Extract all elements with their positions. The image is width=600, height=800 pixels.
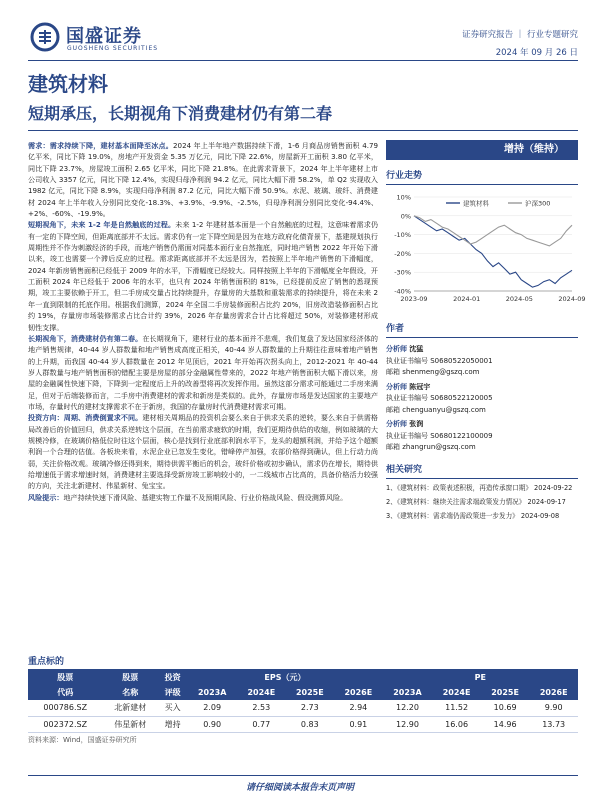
paragraph-text: 在长期视角下，建材行业的基本面并不悲观，我们复盘了发达国家经济体的地产销售规律，40-44 岁人群数量和地产销售成高度正相关，40-44 岁人群数量的上升期往往意味着地产销售的上升期，而我国 40-44 岁人群数量在 2012 年见顶后，2021 年开始再次拐头向上，2012-2021 年 40-44 岁人群数量与地产销售面积的错配主要是房屋的部分金融属性带来的，2022 年地产销售面积大幅下滑以来，房屋的金融属性快速下降，下降到一定程度后上升的改善型将再次发挥作用。虽然这部分需求可能通过二手房来满足，但对于后端装修而言，二手房中消费建材的需求和新房是类似的。此外，存量房市场是发达国家的主要地产市场，存量时代的建材支撑需求不在于新房，我国的存量房时代消费建材需求可期。 [28, 333, 379, 411]
y-tick-label: -40% [394, 287, 411, 296]
logo-text: 国盛证券 [66, 26, 142, 47]
col-header: 评级 [158, 685, 187, 700]
year-header: 2026E [334, 685, 383, 700]
trend-chart [386, 189, 586, 309]
stock-name: 北新建材 [102, 700, 157, 716]
table-row [28, 700, 578, 716]
title-divider [28, 130, 578, 131]
key-stocks-table [28, 670, 578, 733]
header-divider [28, 60, 578, 61]
analysts-title: 作者 [386, 321, 578, 338]
report-date: 2024 年 09 月 26 日 [495, 48, 578, 58]
cert-label: 执业证书编号 [386, 431, 428, 440]
stock-name: 伟星新材 [102, 716, 157, 732]
body-paragraph [28, 492, 378, 503]
logo-subtext: GUOSHENG SECURITIES [67, 45, 159, 52]
legend-label: 沪深300 [525, 199, 551, 208]
stock-rating: 增持 [158, 716, 187, 732]
paragraph-text: 建材相关周期品的投资机会要么来自于供求关系的逆转，要么来自于供需格局改善后的价值回归，供求关系逆转这个层面，在当前需求疲软的时期，我们更期待供给的收缩，例如玻璃的大规模冷修，在玻璃价格低位时往这个层面，核心是找到行业底部利润水平下，龙头的超额利润，并给予这个超额利润一个合理的估值。各板块来看，水泥企业已忽发生变化，错峰停产加强，农部价格得到确认，但上行动力尚弱，关注价格改观。玻璃冷修还得到来，期待供需平衡后的机会，玻纤价格或初步确认，需求仍在增长，期待供给增速低于需求增速时刻，消费建材主要选择受新房竣工影响较小的，一二线城市占比高的，具备价格活力较强的方向，关注北新建材、伟星新材、兔宝宝。 [28, 413, 379, 491]
related-title: 相关研究 [386, 462, 578, 479]
footer-disclaimer: 请仔细阅读本报告末页声明 [245, 783, 354, 793]
table-cell: 10.69 [481, 700, 530, 716]
report-type: 证券研究报告 ｜ 行业专题研究 [462, 30, 578, 40]
body-paragraph [28, 219, 378, 332]
analyst-name: 陈冠宇 [409, 382, 431, 391]
body-paragraph [28, 333, 378, 412]
analyst-block [386, 344, 578, 454]
table-row [28, 716, 578, 732]
paragraph-lead: 投资方向：周期、消费倒置求不同。 [28, 413, 143, 423]
paragraph-text: 2024 年上半年地产数据持续下滑，1-6 月商品房销售面积 4.79 亿平米，同比下降 19.0%，房地产开发资金 5.35 万亿元，同比下降 22.6%，房屋新开工面积 3.80 亿平米，同比下降 23.7%，房屋竣工面积 2.65 亿平米，同比下降 21.8%。在此需求背景下，2024 年上半年建材上市公司收入 3357 亿元，同比下降 12.4%，实现归母净利润 94.2 亿元，同比大幅下滑 58.2%，单 Q2 实现收入 1982 亿元，同比下降 8.9%，实现归母净利润 87.2 亿元，同比大幅下滑 50.9%。水泥、玻璃、玻纤、消费建材 2024 年上半年收入分别同比变化-18.3%、+3.9%、-9.9%、-2.5%，归母净利润分别同比变化-94.4%、+2%、-60%、-19.9%。 [28, 141, 379, 219]
stock-rating: 买入 [158, 700, 187, 716]
body-paragraph [28, 140, 378, 219]
paragraph-lead: 短期视角下，未来 1-2 年是自然触底的过程。 [28, 220, 176, 230]
cert-number: S0680522120005 [430, 394, 493, 402]
year-header: 2026E [529, 685, 578, 700]
industry-name: 建筑材料 [28, 72, 108, 96]
col-header: 名称 [102, 685, 157, 700]
related-item[interactable]: 3、《建筑材料：需求端仍需政策进一步发力》 2024-09-08 [386, 511, 560, 520]
analyst-role: 分析师 [386, 345, 407, 353]
col-header: 投资 [158, 670, 187, 685]
x-tick-label: 2024-01 [453, 295, 481, 303]
table-cell: 0.77 [237, 716, 286, 732]
x-tick-label: 2024-09 [558, 295, 586, 303]
paragraph-lead: 风险提示： [28, 492, 64, 502]
rating-badge: 增持（维持） [386, 140, 578, 160]
analyst-email[interactable]: zhangrun@gszq.com [402, 443, 476, 451]
table-cell: 2.53 [237, 700, 286, 716]
y-tick-label: -30% [394, 268, 411, 277]
col-header-pe: PE [383, 670, 578, 685]
cert-label: 执业证书编号 [386, 356, 428, 365]
x-tick-label: 2024-05 [505, 295, 533, 303]
trend-title: 行业走势 [386, 168, 578, 185]
year-header: 2024E [237, 685, 286, 700]
page-header [28, 14, 578, 58]
email-label: 邮箱 [386, 368, 400, 376]
table-source: 资料来源：Wind，国盛证券研究所 [28, 736, 137, 744]
table-cell: 13.73 [529, 716, 578, 732]
report-body [28, 140, 378, 503]
col-header: 股票 [28, 670, 102, 685]
sidebar [386, 140, 586, 525]
table-cell: 0.83 [286, 716, 335, 732]
year-header: 2025E [286, 685, 335, 700]
table-cell: 9.90 [529, 700, 578, 716]
analyst-role: 分析师 [386, 420, 407, 428]
year-header: 2023A [383, 685, 433, 700]
email-label: 邮箱 [386, 405, 400, 414]
year-header: 2023A [187, 685, 237, 700]
body-paragraph [28, 412, 378, 491]
analyst-role: 分析师 [386, 382, 407, 391]
y-tick-label: -10% [394, 231, 411, 240]
related-list [386, 483, 578, 522]
legend-label: 建筑材料 [463, 199, 489, 208]
paragraph-lead: 长期视角下，消费建材仍有第二春。 [28, 333, 143, 343]
year-header: 2025E [481, 685, 530, 700]
table-cell: 16.06 [432, 716, 481, 732]
cert-label: 执业证书编号 [386, 394, 428, 402]
table-title: 重点标的 [28, 654, 578, 670]
analyst-name: 张润 [409, 420, 424, 428]
table-cell: 11.52 [432, 700, 481, 716]
cert-number: S0680522050001 [430, 356, 493, 365]
email-label: 邮箱 [386, 443, 400, 451]
report-title: 短期承压，长期视角下消费建材仍有第二春 [28, 104, 333, 123]
table-cell: 14.96 [481, 716, 530, 732]
col-header-eps: EPS（元） [187, 670, 382, 685]
table-cell: 12.90 [383, 716, 433, 732]
analyst-name: 沈猛 [409, 345, 424, 353]
x-tick-label: 2023-09 [400, 295, 428, 303]
paragraph-text: 未来 1-2 年建材基本面是一个自然触底的过程，这意味着需求仍有一定的下降空间，但距离底部并不太远。需求仍有一定下降空间是因为在地方政府化债背景下，基建规划执行周期性并不作为刺激经济的手段，而地产销售仍需面对同基本面行业自然拖底，同时地产销售 2022 年开始下滑以来，竣工也需要一个滞后反应的过程。需求距离底部并不太远是因为，若按照上半年地产销售的下滑幅度，2024 年新房销售面积已经低于 2009 年的水平，下滑幅度已经较大。同样按照上半年的下滑幅度全年假设，开工面积 2024 年已经低于 2006 年的水平，也只有 2024 年销售面积的 81%，已经提前反应了销售的悉现预期，竣工主要依赖于开工，但二手房成交量占比持续提升，存量房的大基数和重装需求的持续提升，将在未来 2 年一直到限制的托底作用。根据我们测算，2024 年全国二手房装修面积占比约 20%，旧房改造装修面积占比约 19%，存量房市场装修需求占比合计约 39%，2026 年存量房需求合计占比将超过 50%，对装修建材形成韧性支撑。 [28, 220, 378, 332]
cert-number: S0680122100009 [430, 431, 493, 440]
col-header: 股票 [102, 670, 157, 685]
table-cell: 2.09 [187, 700, 237, 716]
related-item[interactable]: 1、《建筑材料：政策表述积极，再造传承窗口期》 2024-09-22 [386, 483, 573, 492]
paragraph-lead: 需求：需求持续下降，建材基本面降至冰点。 [28, 141, 174, 150]
guosheng-logo-icon [30, 22, 60, 52]
col-header: 代码 [28, 685, 102, 700]
y-tick-label: 10% [396, 193, 411, 202]
analyst-email[interactable]: shenmeng@gszq.com [402, 368, 480, 376]
series-line [414, 216, 572, 287]
stock-code: 000786.SZ [28, 700, 102, 716]
analyst-email[interactable]: chenguanyu@gszq.com [402, 405, 486, 414]
table-cell: 12.20 [383, 700, 433, 716]
table-cell: 2.73 [286, 700, 335, 716]
y-tick-label: 0% [400, 212, 411, 221]
paragraph-text: 地产持续快速下滑风险、基建实物工作量不及预期风险、行业价格战风险、假设测算风险。 [63, 492, 348, 502]
table-cell: 2.94 [334, 700, 383, 716]
year-header: 2024E [432, 685, 481, 700]
table-cell: 0.90 [187, 716, 237, 732]
table-cell: 0.91 [334, 716, 383, 732]
footer-divider [28, 775, 578, 776]
stock-code: 002372.SZ [28, 716, 102, 732]
related-item[interactable]: 2、《建筑材料：继续关注需求端政策发力情况》 2024-09-17 [386, 497, 566, 506]
y-tick-label: -20% [394, 249, 411, 258]
